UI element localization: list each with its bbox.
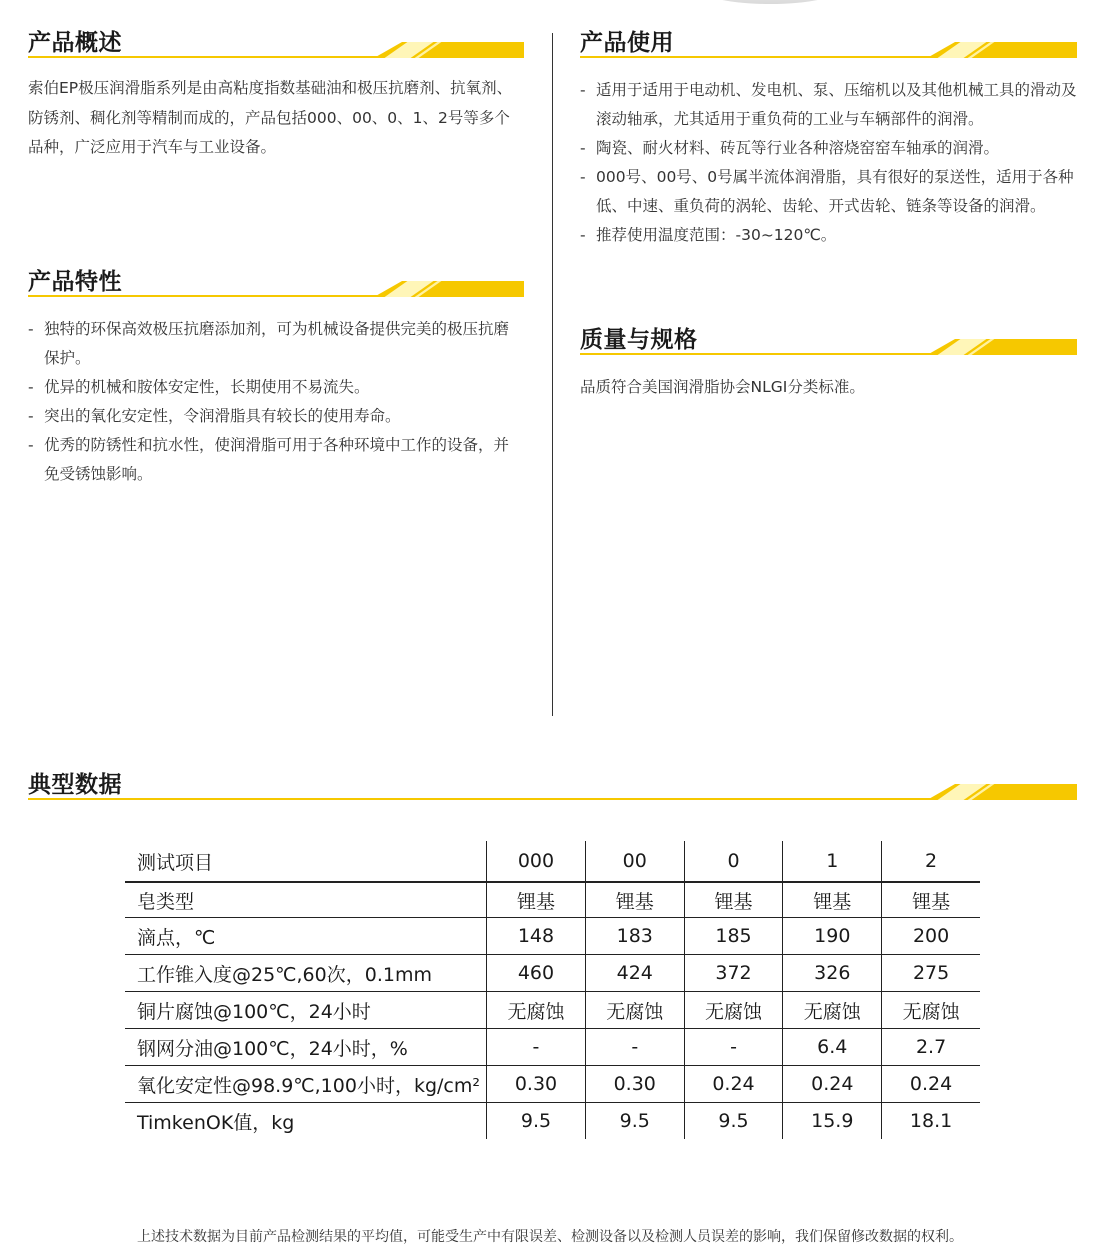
table-cell: - bbox=[487, 1029, 586, 1066]
table-cell: 0.24 bbox=[882, 1066, 980, 1103]
table-cell: 424 bbox=[585, 955, 684, 992]
table-row bbox=[125, 918, 980, 955]
table-cell: 6.4 bbox=[783, 1029, 882, 1066]
list-item: - 000号、00号、0号属半流体润滑脂，具有很好的泵送性，适用于各种低、中速、重负荷的涡轮、齿轮、开式齿轮、链条等设备的润滑。 bbox=[580, 163, 1077, 221]
usage-heading bbox=[580, 24, 1077, 58]
heading-accent-bar bbox=[374, 281, 524, 297]
table-cell: 185 bbox=[684, 918, 783, 955]
heading-accent-bar bbox=[927, 42, 1077, 58]
row-label: 皂类型 bbox=[137, 890, 195, 913]
quality-heading bbox=[580, 321, 1077, 355]
list-item: - 适用于适用于电动机、发电机、泵、压缩机以及其他机械工具的滑动及滚动轴承，尤其适用于重负荷的工业与车辆部件的润滑。 bbox=[580, 76, 1077, 134]
list-item: - 优异的机械和胺体安定性，长期使用不易流失。 bbox=[28, 373, 524, 402]
table-cell: 锂基 bbox=[585, 882, 684, 918]
header-cell: 2 bbox=[882, 841, 980, 882]
table-cell: 148 bbox=[487, 918, 586, 955]
features-section bbox=[28, 263, 524, 489]
footnote: 上述技术数据为目前产品检测结果的平均值，可能受生产中有限误差、检测设备以及检测人员误差的影响，我们保留修改数据的权利。 bbox=[137, 1229, 963, 1245]
overview-section bbox=[28, 24, 524, 163]
typical-title: 典型数据 bbox=[28, 772, 122, 798]
top-decoration bbox=[700, 0, 840, 4]
table-cell: 18.1 bbox=[882, 1103, 980, 1140]
table-cell: 183 bbox=[585, 918, 684, 955]
overview-text: 索伯EP极压润滑脂系列是由高粘度指数基础油和极压抗磨剂、抗氧剂、防锈剂、稠化剂等精制而成的，产品包括000、00、0、1、2号等多个品种，广泛应用于汽车与工业设备。 bbox=[28, 79, 513, 156]
row-label: 滴点，℃ bbox=[137, 926, 216, 949]
usage-list bbox=[580, 76, 1077, 250]
row-label: 钢网分油@100℃，24小时，% bbox=[137, 1037, 408, 1060]
usage-section bbox=[580, 24, 1077, 250]
table-cell: 2.7 bbox=[882, 1029, 980, 1066]
typical-data-table bbox=[125, 841, 980, 1139]
table-cell: 无腐蚀 bbox=[783, 992, 882, 1029]
list-item: - 优秀的防锈性和抗水性，使润滑脂可用于各种环境中工作的设备，并免受锈蚀影响。 bbox=[28, 431, 524, 489]
table-cell: 190 bbox=[783, 918, 882, 955]
table-cell: 0.24 bbox=[684, 1066, 783, 1103]
table-cell: 372 bbox=[684, 955, 783, 992]
table-row bbox=[125, 955, 980, 992]
table-row bbox=[125, 882, 980, 918]
table-cell: 275 bbox=[882, 955, 980, 992]
table-cell: 锂基 bbox=[783, 882, 882, 918]
features-title: 产品特性 bbox=[28, 269, 122, 295]
table-cell: 9.5 bbox=[684, 1103, 783, 1140]
table-row bbox=[125, 1029, 980, 1066]
typical-heading bbox=[28, 766, 1077, 800]
row-label: 氧化安定性@98.9℃,100小时，kg/cm² bbox=[137, 1074, 480, 1097]
heading-accent-bar bbox=[927, 784, 1077, 800]
heading-underline bbox=[28, 798, 1077, 800]
features-list bbox=[28, 315, 524, 489]
table-cell: 326 bbox=[783, 955, 882, 992]
column-divider bbox=[552, 33, 553, 716]
usage-title: 产品使用 bbox=[580, 30, 674, 56]
list-item: - 独特的环保高效极压抗磨添加剂，可为机械设备提供完美的极压抗磨保护。 bbox=[28, 315, 524, 373]
table-row bbox=[125, 992, 980, 1029]
row-label: 铜片腐蚀@100℃，24小时 bbox=[137, 1000, 371, 1023]
list-item: - 突出的氧化安定性，令润滑脂具有较长的使用寿命。 bbox=[28, 402, 524, 431]
overview-title: 产品概述 bbox=[28, 30, 122, 56]
overview-heading bbox=[28, 24, 524, 58]
table-cell: 无腐蚀 bbox=[487, 992, 586, 1029]
quality-text: 品质符合美国润滑脂协会NLGI分类标准。 bbox=[580, 378, 865, 396]
table-cell: 9.5 bbox=[585, 1103, 684, 1140]
header-cell: 测试项目 bbox=[125, 841, 487, 882]
table-cell: 0.30 bbox=[487, 1066, 586, 1103]
table-cell: 无腐蚀 bbox=[684, 992, 783, 1029]
table-cell: - bbox=[684, 1029, 783, 1066]
row-label: 工作锥入度@25℃,60次，0.1mm bbox=[137, 963, 432, 986]
table-row bbox=[125, 1066, 980, 1103]
row-label: TimkenOK值，kg bbox=[137, 1111, 295, 1134]
table-cell: 0.30 bbox=[585, 1066, 684, 1103]
table-cell: 200 bbox=[882, 918, 980, 955]
list-item: - 推荐使用温度范围：-30~120℃。 bbox=[580, 221, 1077, 250]
table-cell: 锂基 bbox=[882, 882, 980, 918]
table-cell: 无腐蚀 bbox=[585, 992, 684, 1029]
header-cell: 0 bbox=[684, 841, 783, 882]
table-cell: - bbox=[585, 1029, 684, 1066]
table-cell: 无腐蚀 bbox=[882, 992, 980, 1029]
quality-title: 质量与规格 bbox=[580, 327, 698, 353]
typical-data-section bbox=[28, 766, 1077, 800]
table-cell: 460 bbox=[487, 955, 586, 992]
table-cell: 锂基 bbox=[487, 882, 586, 918]
table-cell: 9.5 bbox=[487, 1103, 586, 1140]
quality-section bbox=[580, 321, 1077, 403]
table-cell: 0.24 bbox=[783, 1066, 882, 1103]
features-heading bbox=[28, 263, 524, 297]
table-header-row bbox=[125, 841, 980, 882]
table-cell: 锂基 bbox=[684, 882, 783, 918]
table-row bbox=[125, 1103, 980, 1140]
header-cell: 00 bbox=[585, 841, 684, 882]
header-cell: 000 bbox=[487, 841, 586, 882]
heading-accent-bar bbox=[374, 42, 524, 58]
heading-accent-bar bbox=[927, 339, 1077, 355]
list-item: - 陶瓷、耐火材料、砖瓦等行业各种溶烧窑窑车轴承的润滑。 bbox=[580, 134, 1077, 163]
header-cell: 1 bbox=[783, 841, 882, 882]
table-cell: 15.9 bbox=[783, 1103, 882, 1140]
